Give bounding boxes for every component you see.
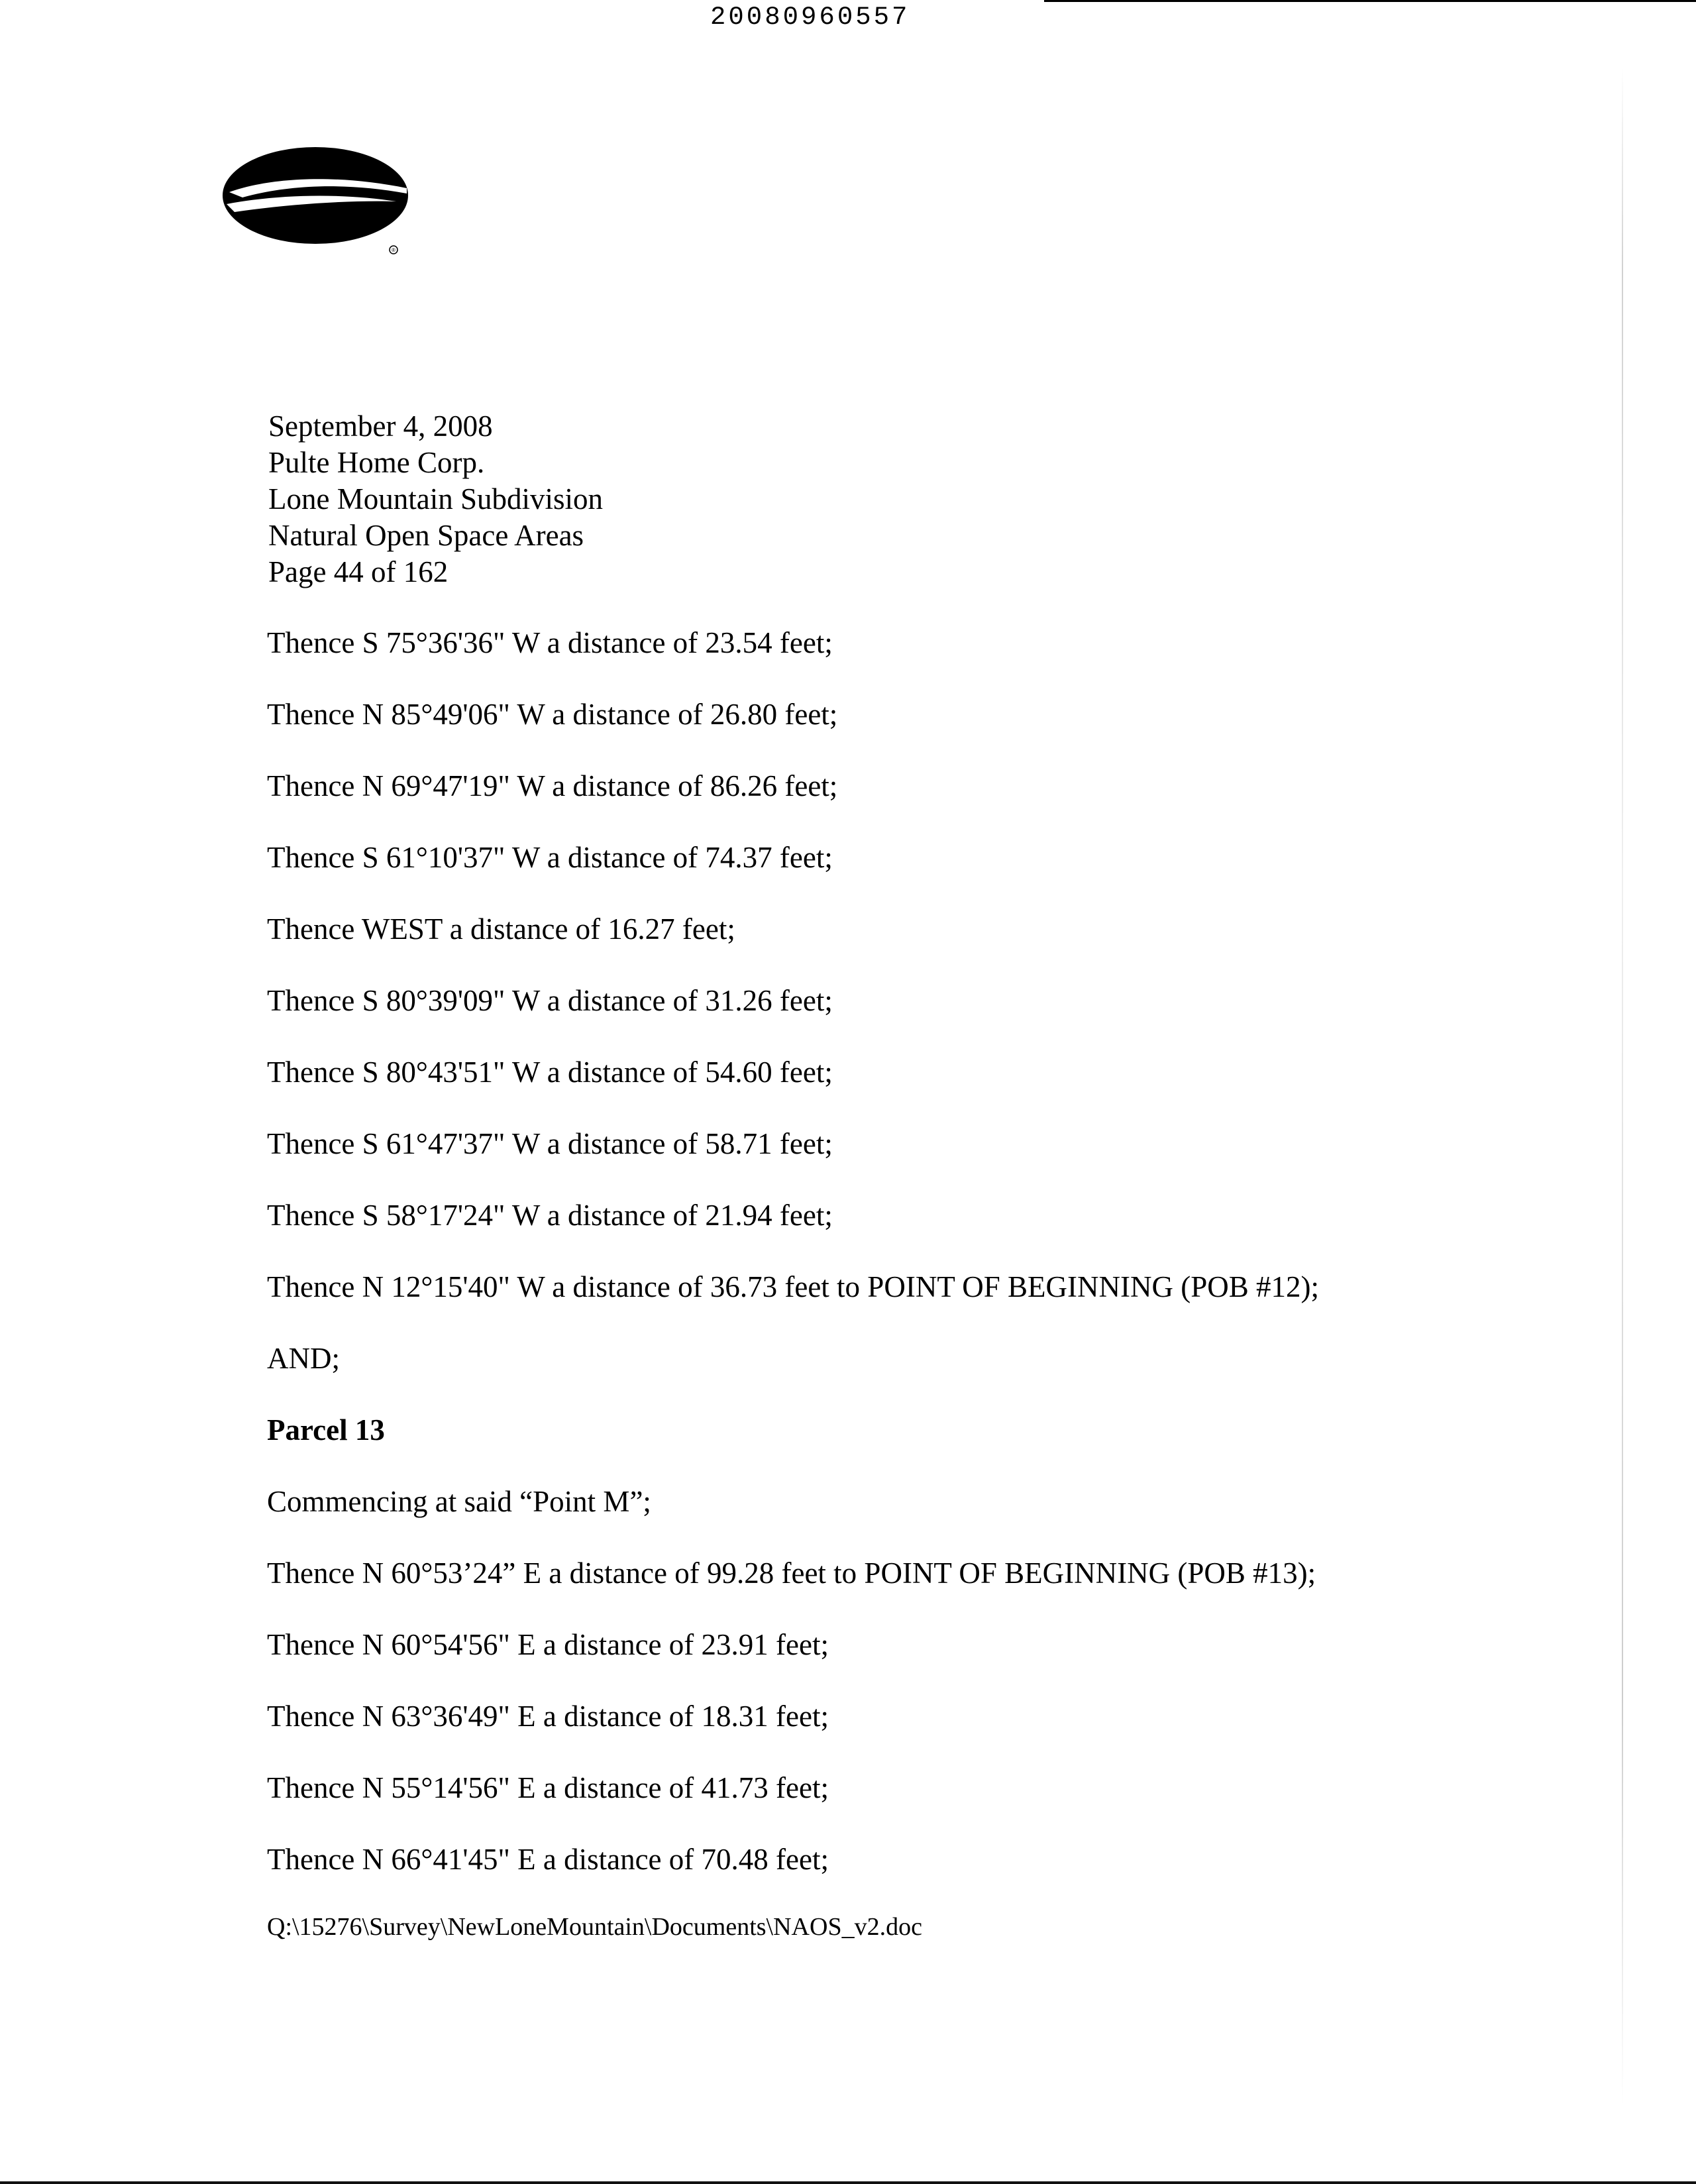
legal-paragraph: Thence N 69°47'19" W a distance of 86.26 feet; xyxy=(267,769,838,802)
top-edge-rule xyxy=(1044,0,1696,2)
legal-paragraph: Thence WEST a distance of 16.27 feet; xyxy=(267,912,735,946)
header-subdivision: Lone Mountain Subdivision xyxy=(268,482,603,516)
legal-paragraph: Thence N 63°36'49" E a distance of 18.31 feet; xyxy=(267,1700,829,1733)
registered-mark: ® xyxy=(392,247,396,253)
s-ellipse-logo-icon xyxy=(223,146,415,258)
bottom-edge-rule xyxy=(0,2181,1696,2184)
header-page-number: Page 44 of 162 xyxy=(268,555,449,588)
legal-paragraph: Thence N 66°41'45" E a distance of 70.48 feet; xyxy=(267,1843,829,1876)
legal-paragraph: Thence N 60°54'56" E a distance of 23.91 feet; xyxy=(267,1628,829,1661)
parcel-heading: Parcel 13 xyxy=(267,1413,385,1447)
document-number: 20080960557 xyxy=(710,3,910,32)
footer-file-path: Q:\15276\Survey\NewLoneMountain\Documents\NAOS_v2.doc xyxy=(267,1913,922,1941)
header-date: September 4, 2008 xyxy=(268,410,493,443)
legal-paragraph: Commencing at said “Point M”; xyxy=(267,1485,651,1518)
legal-paragraph: Thence S 58°17'24" W a distance of 21.94 feet; xyxy=(267,1199,833,1232)
legal-paragraph: Thence S 80°39'09" W a distance of 31.26 feet; xyxy=(267,984,833,1017)
header-subject: Natural Open Space Areas xyxy=(268,519,584,552)
legal-paragraph: Thence S 75°36'36" W a distance of 23.54 feet; xyxy=(267,626,833,659)
legal-paragraph: Thence S 80°43'51" W a distance of 54.60 feet; xyxy=(267,1056,833,1089)
legal-paragraph: Thence N 60°53’24” E a distance of 99.28 feet to POINT OF BEGINNING (POB #13); xyxy=(267,1556,1316,1590)
legal-paragraph: Thence N 55°14'56" E a distance of 41.73 feet; xyxy=(267,1771,829,1804)
letter-header xyxy=(268,408,603,590)
legal-paragraph: AND; xyxy=(267,1342,340,1375)
header-company: Pulte Home Corp. xyxy=(268,446,485,479)
legal-paragraph: Thence S 61°10'37" W a distance of 74.37 feet; xyxy=(267,841,833,874)
legal-paragraph: Thence S 61°47'37" W a distance of 58.71 feet; xyxy=(267,1127,833,1160)
legal-paragraph: Thence N 12°15'40" W a distance of 36.73 feet to POINT OF BEGINNING (POB #12); xyxy=(267,1270,1319,1303)
scan-edge-shadow xyxy=(1622,66,1623,2107)
legal-description-body xyxy=(267,626,1319,1914)
legal-paragraph: Thence N 85°49'06" W a distance of 26.80 feet; xyxy=(267,698,838,731)
